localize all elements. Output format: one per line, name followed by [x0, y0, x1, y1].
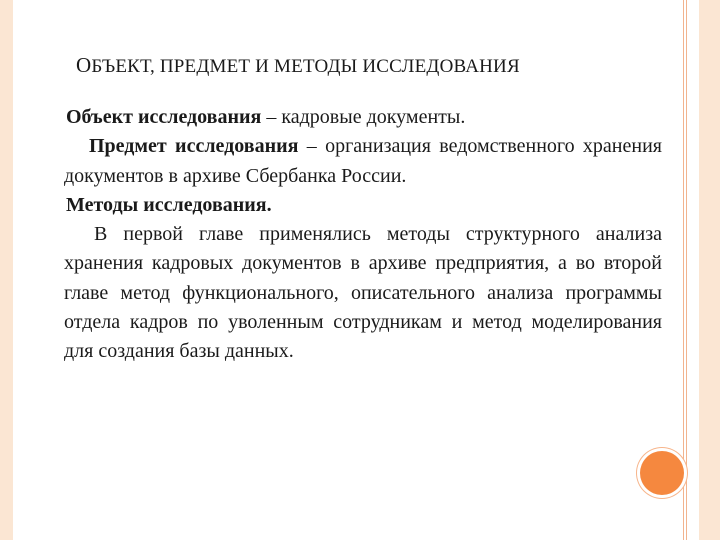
right-frame-border: [699, 0, 720, 540]
slide-title: [76, 53, 676, 78]
methods-heading: [64, 191, 662, 220]
object-text: – кадровые документы.: [261, 106, 466, 128]
object-paragraph: [64, 103, 662, 132]
slide-body: [64, 103, 662, 367]
title-rest: БЪЕКТ, ПРЕДМЕТ И МЕТОДЫ ИССЛЕДОВАНИЯ: [91, 56, 520, 77]
methods-label: Методы исследования.: [66, 193, 272, 216]
subject-label: Предмет исследования: [89, 135, 299, 158]
methods-paragraph: В первой главе применялись методы структурного анализа хранения кадровых документов в архиве предприятия, а во второй главе метод функционального, описательного анализа программы отдела кадров по уволенным сотрудникам и метод моделирования для создания базы данных.: [64, 223, 662, 363]
right-frame-line: [683, 0, 684, 540]
decorative-circle: [640, 451, 684, 495]
subject-paragraph: [64, 132, 662, 191]
left-frame-border: [0, 0, 13, 540]
object-label: Объект исследования: [66, 106, 262, 128]
right-frame-line-inner: [686, 0, 687, 540]
subject-text: – организация ведомственного хранения документов в архиве Сбербанка России.: [64, 135, 662, 187]
title-first-letter: О: [76, 53, 92, 77]
